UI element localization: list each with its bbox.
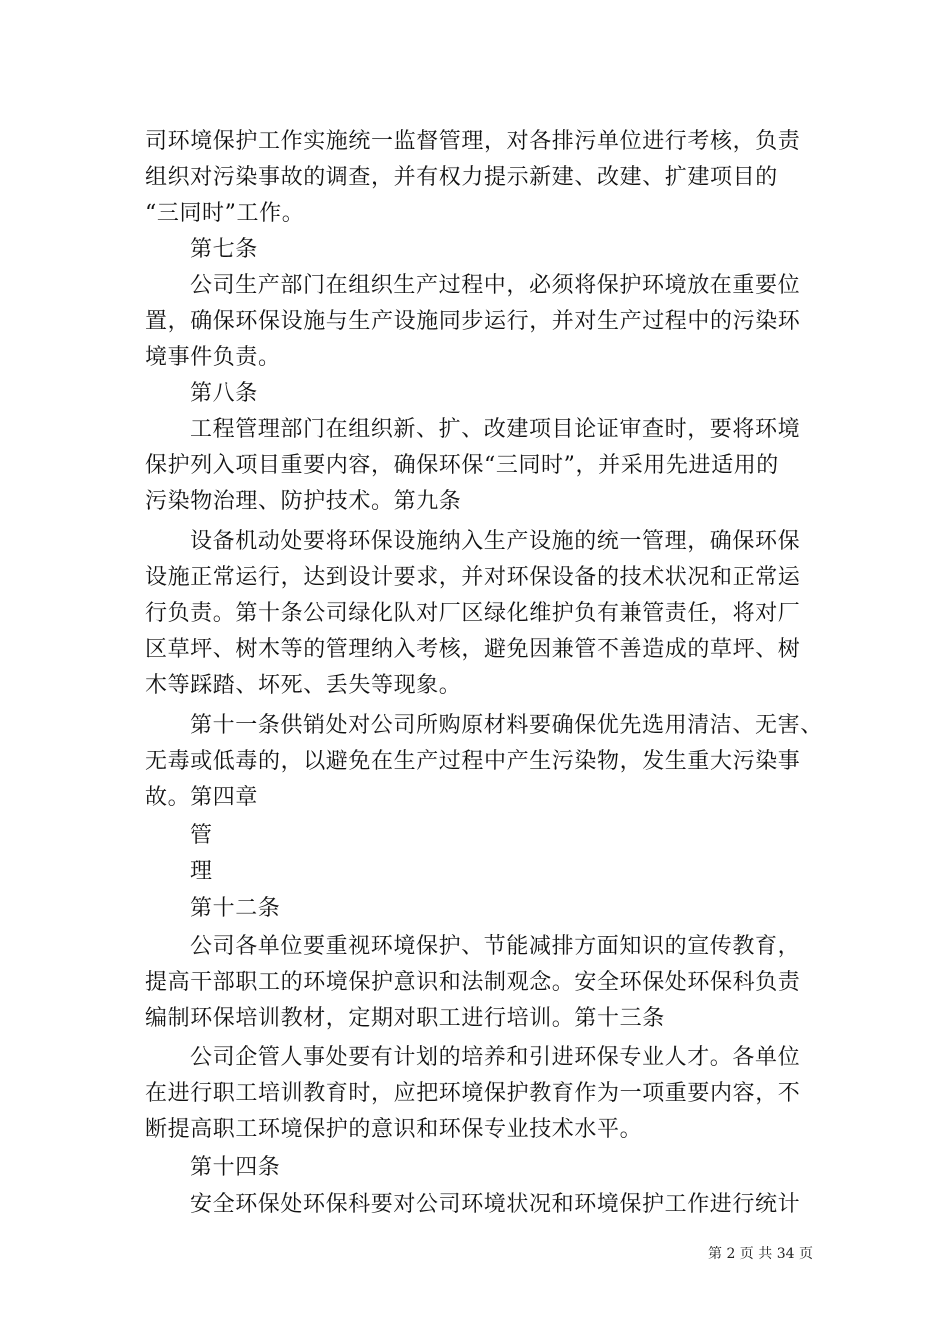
text-line: 行负责。第十条公司绿化队对厂区绿化维护负有兼管责任，将对厂	[145, 601, 801, 626]
text-line: 编制环保培训教材，定期对职工进行培训。第十三条	[145, 1006, 665, 1031]
text-line: 第十一条供销处对公司所购原材料要确保优先选用清洁、无害、	[190, 713, 823, 738]
text-line: 木等踩踏、坏死、丢失等现象。	[145, 673, 462, 698]
text-line: 在进行职工培训教育时，应把环境保护教育作为一项重要内容，不	[145, 1081, 801, 1106]
chapter-title-char: 管	[190, 823, 213, 848]
text-line: 组织对污染事故的调查，并有权力提示新建、改建、扩建项目的	[145, 165, 778, 190]
article-heading: 第八条	[190, 381, 258, 406]
article-heading: 第十四条	[190, 1155, 281, 1180]
text-line: 工程管理部门在组织新、扩、改建项目论证审查时，要将环境	[190, 417, 801, 442]
text-line: 污染物治理、防护技术。第九条	[145, 489, 462, 514]
text-line: 公司企管人事处要有计划的培养和引进环保专业人才。各单位	[190, 1045, 801, 1070]
text-line: 境事件负责。	[145, 345, 281, 370]
text-line: 无毒或低毒的，以避免在生产过程中产生污染物，发生重大污染事	[145, 749, 801, 774]
article-heading: 第七条	[190, 237, 258, 262]
text-line: 公司生产部门在组织生产过程中，必须将保护环境放在重要位	[190, 273, 801, 298]
article-heading: 第十二条	[190, 896, 281, 921]
text-line: 司环境保护工作实施统一监督管理，对各排污单位进行考核，负责	[145, 129, 801, 154]
page-number: 第 2 页 共 34 页	[708, 1246, 813, 1262]
text-line: 故。第四章	[145, 785, 259, 810]
text-line: 公司各单位要重视环境保护、节能减排方面知识的宣传教育，	[190, 934, 801, 959]
text-line: 区草坪、树木等的管理纳入考核，避免因兼管不善造成的草坪、树	[145, 637, 801, 662]
text-line: 安全环保处环保科要对公司环境状况和环境保护工作进行统计	[190, 1192, 801, 1217]
text-line: 设施正常运行，达到设计要求，并对环保设备的技术状况和正常运	[145, 565, 801, 590]
text-line: 保护列入项目重要内容，确保环保“三同时”，并采用先进适用的	[145, 453, 779, 478]
text-line: 设备机动处要将环保设施纳入生产设施的统一管理，确保环保	[190, 529, 801, 554]
text-line: 置，确保环保设施与生产设施同步运行，并对生产过程中的污染环	[145, 309, 801, 334]
text-line: 提高干部职工的环境保护意识和法制观念。安全环保处环保科负责	[145, 970, 801, 995]
text-line: 断提高职工环境保护的意识和环保专业技术水平。	[145, 1117, 643, 1142]
text-line: “三同时”工作。	[145, 201, 305, 226]
chapter-title-char: 理	[190, 859, 213, 884]
